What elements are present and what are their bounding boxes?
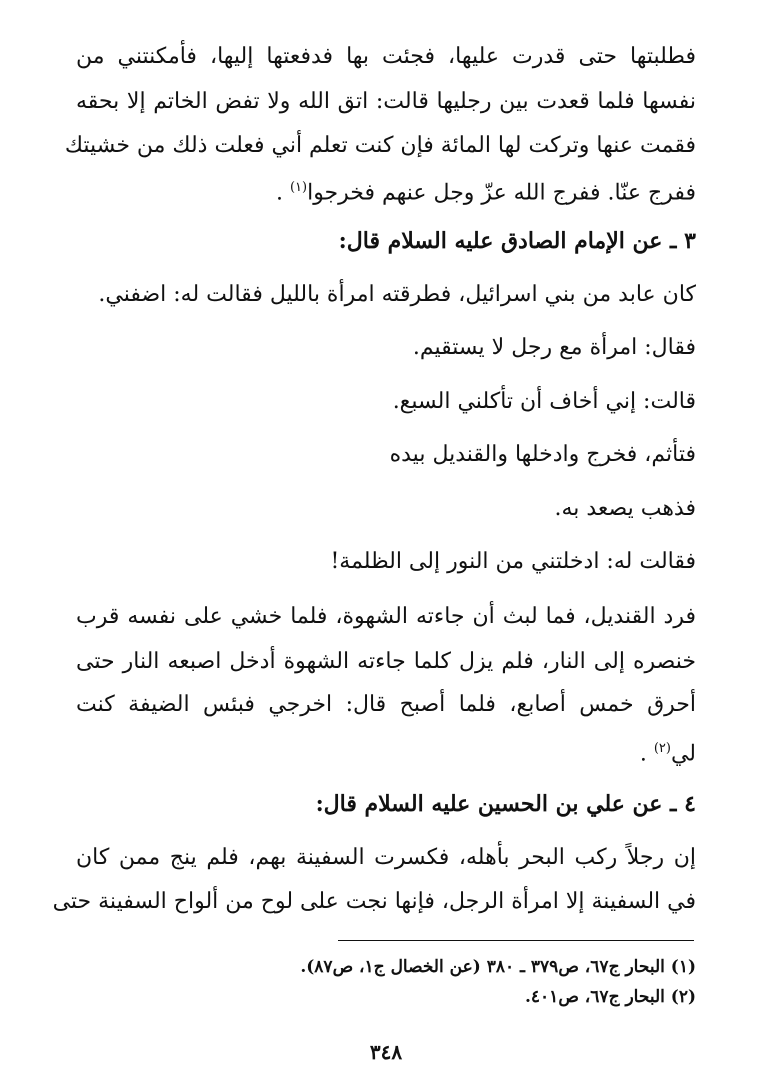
footnote-divider bbox=[338, 940, 694, 941]
section-heading: ٣ ـ عن الإمام الصادق عليه السلام قال: bbox=[338, 228, 696, 254]
text-fragment: لي bbox=[670, 741, 696, 767]
text-line: في السفينة إلا امرأة الرجل، فإنها نجت على لوح من ألواح السفينة حتى bbox=[52, 889, 696, 914]
footnote-ref: (٢) bbox=[653, 741, 671, 756]
text-line: فقال: امرأة مع رجل لا يستقيم. bbox=[412, 335, 696, 360]
footnote: (١) البحار ج٦٧، ص٣٧٩ ـ ٣٨٠ (عن الخصال ج١، ص٨٧). bbox=[300, 957, 696, 977]
text-line: فذهب يصعد به. bbox=[554, 496, 696, 521]
text-line: فرد القنديل، فما لبث أن جاءته الشهوة، فلما خشي على نفسه قرب bbox=[76, 604, 696, 629]
text-line: فطلبتها حتى قدرت عليها، فجئت بها فدفعتها إليها، فأمكنتني من bbox=[76, 44, 696, 69]
text-line: نفسها فلما قعدت بين رجليها قالت: اتق الله ولا تفض الخاتم إلا بحقه bbox=[76, 89, 696, 114]
text-fragment: . bbox=[275, 180, 283, 206]
text-line: أحرق خمس أصابع، فلما أصبح قال: اخرجي فبئس الضيفة كنت bbox=[76, 692, 696, 717]
text-line: خنصره إلى النار، فلم يزل كلما جاءته الشهوة أدخل اصبعه النار حتى bbox=[76, 649, 696, 674]
footnote: (٢) البحار ج٦٧، ص٤٠١. bbox=[525, 987, 696, 1007]
page-number: ٣٤٨ bbox=[369, 1040, 403, 1064]
text-line: كان عابد من بني اسرائيل، فطرقته امرأة بالليل فقالت له: اضفني. bbox=[98, 282, 696, 307]
text-fragment: . bbox=[639, 741, 647, 767]
text-line: قالت: إني أخاف أن تأكلني السبع. bbox=[392, 389, 696, 414]
footnote-ref: (١) bbox=[289, 180, 308, 195]
section-heading: ٤ ـ عن علي بن الحسين عليه السلام قال: bbox=[315, 791, 696, 817]
text-line: فقالت له: ادخلتني من النور إلى الظلمة! bbox=[330, 549, 696, 574]
text-line: فتأثم، فخرج وادخلها والقنديل بيده bbox=[389, 442, 696, 467]
text-fragment: ففرج عنّا. ففرج الله عزّ وجل عنهم فخرجوا bbox=[307, 180, 696, 206]
text-line: فقمت عنها وتركت لها المائة فإن كنت تعلم أني فعلت ذلك من خشيتك bbox=[64, 133, 696, 158]
text-line bbox=[76, 734, 696, 769]
text-line bbox=[76, 173, 696, 208]
text-line: إن رجلاً ركب البحر بأهله، فكسرت السفينة بهم، فلم ينج ممن كان bbox=[76, 845, 697, 870]
